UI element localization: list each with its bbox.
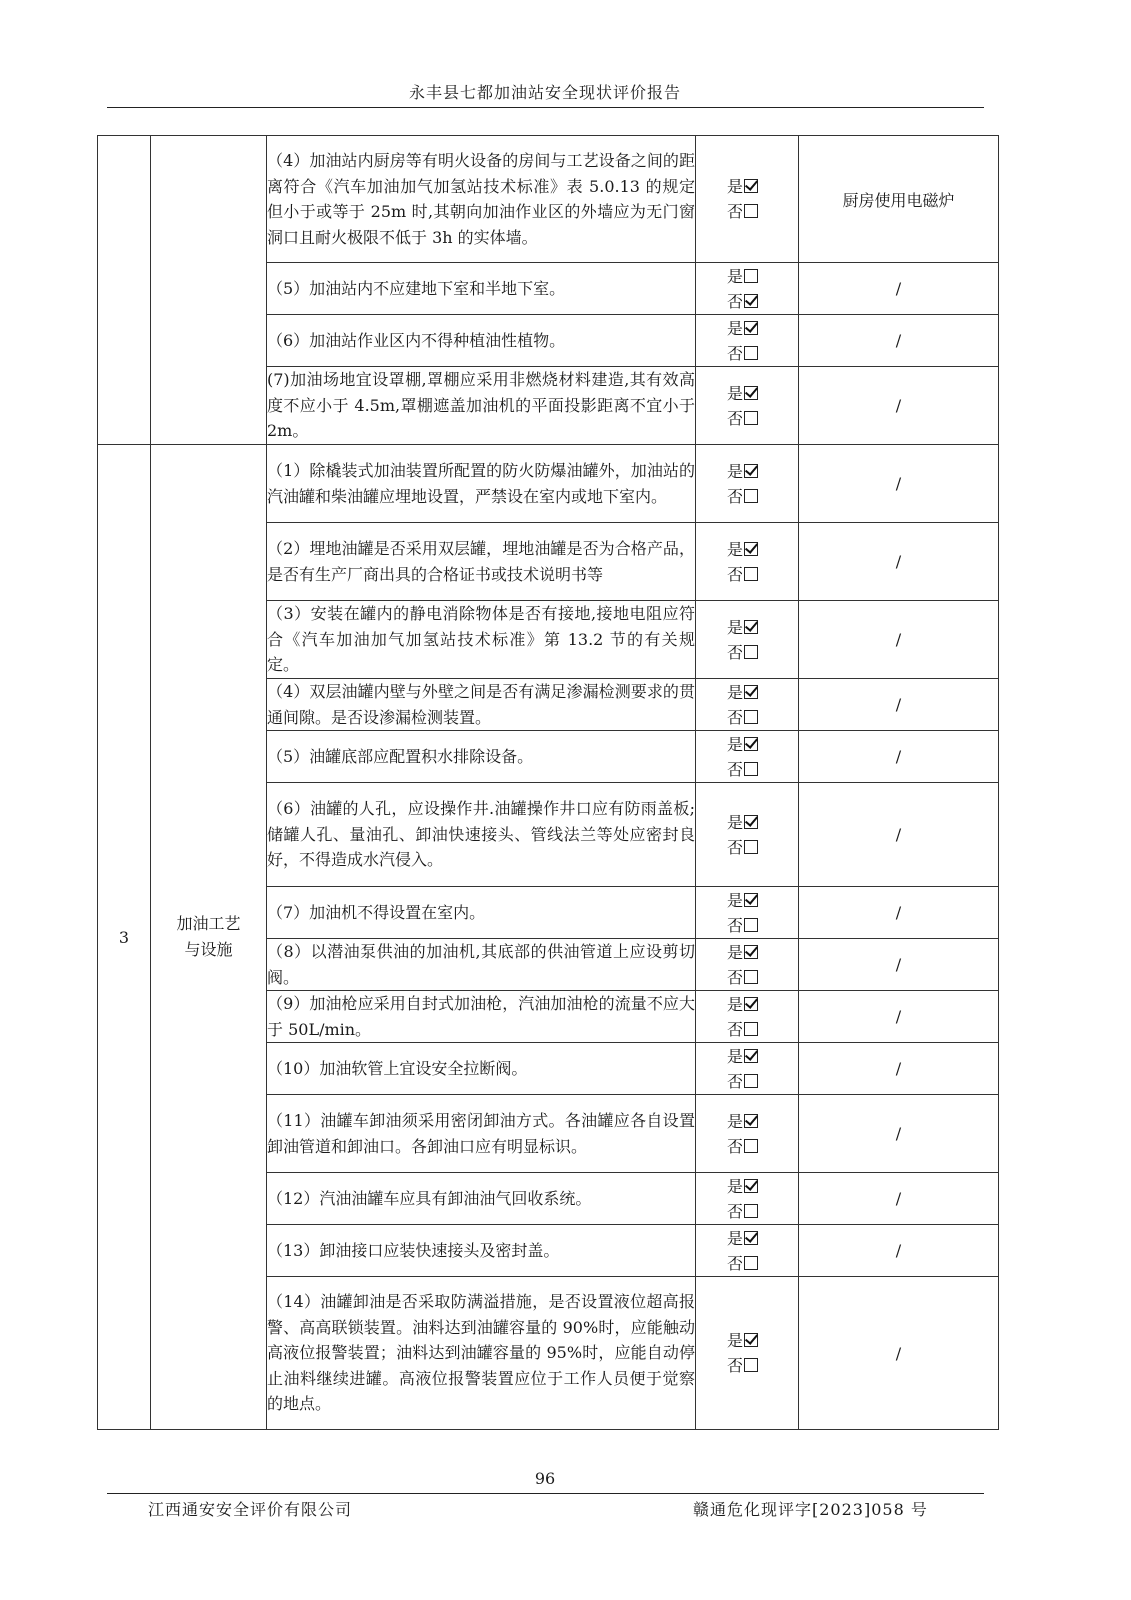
no-checkbox[interactable]	[744, 840, 758, 854]
result-cell	[696, 1095, 799, 1173]
yes-checkbox[interactable]	[744, 269, 758, 283]
no-label: 否	[727, 642, 744, 662]
yes-label: 是	[727, 318, 744, 338]
remark-cell	[799, 1225, 999, 1277]
no-checkbox[interactable]	[744, 411, 758, 425]
result-cell	[696, 1173, 799, 1225]
result-cell	[696, 367, 799, 445]
result-cell	[696, 1277, 799, 1430]
requirement-text: （4）双层油罐内壁与外壁之间是否有满足渗漏检测要求的贯通间隙。是否设渗漏检测装置。	[267, 679, 696, 731]
yes-label: 是	[727, 461, 744, 481]
no-checkbox-checked[interactable]	[744, 294, 758, 308]
result-cell	[696, 939, 799, 991]
no-label: 否	[727, 759, 744, 779]
no-label: 否	[727, 202, 744, 221]
item-number-cell	[98, 445, 151, 1430]
table-body	[98, 136, 999, 1430]
yes-checkbox-checked[interactable]	[744, 685, 758, 699]
yes-label: 是	[727, 942, 744, 962]
requirement-text: （7）加油机不得设置在室内。	[267, 887, 696, 939]
remark-text: /	[895, 474, 902, 493]
yes-label: 是	[727, 682, 744, 702]
no-label: 否	[727, 967, 744, 987]
no-checkbox[interactable]	[744, 1358, 758, 1372]
remark-text: 厨房使用电磁炉	[842, 190, 955, 210]
header-divider	[107, 107, 984, 108]
result-cell	[696, 991, 799, 1043]
no-checkbox[interactable]	[744, 1204, 758, 1218]
remark-text: /	[895, 825, 902, 844]
no-label: 否	[727, 1201, 744, 1221]
unit-name-line1: 加油工艺	[176, 914, 241, 933]
footer-divider	[107, 1493, 984, 1494]
yes-checkbox-checked[interactable]	[744, 997, 758, 1011]
checklist-table	[97, 135, 999, 1430]
remark-text: /	[895, 903, 902, 922]
remark-cell	[799, 136, 999, 263]
yes-label: 是	[727, 734, 744, 754]
requirement-text: (7)加油场地宜设罩棚,罩棚应采用非燃烧材料建造,其有效高度不应小于 4.5m,罩棚遮盖加油机的平面投影距离不宜小于 2m。	[267, 367, 696, 445]
yes-label: 是	[727, 1228, 744, 1248]
no-checkbox[interactable]	[744, 1256, 758, 1270]
unit-name-cell	[151, 136, 267, 445]
remark-cell	[799, 523, 999, 601]
remark-text: /	[895, 1241, 902, 1260]
yes-label: 是	[727, 1046, 744, 1066]
requirement-text: （5）油罐底部应配置积水排除设备。	[267, 731, 696, 783]
no-label: 否	[727, 1253, 744, 1273]
yes-checkbox-checked[interactable]	[744, 1049, 758, 1063]
remark-cell	[799, 1043, 999, 1095]
yes-checkbox-checked[interactable]	[744, 893, 758, 907]
result-cell	[696, 679, 799, 731]
requirement-text: （11）油罐车卸油须采用密闭卸油方式。各油罐应各自设置卸油管道和卸油口。各卸油口应有明显标识。	[267, 1095, 696, 1173]
remark-cell	[799, 445, 999, 523]
remark-text: /	[895, 331, 902, 350]
no-checkbox[interactable]	[744, 1074, 758, 1088]
remark-cell	[799, 263, 999, 315]
unit-name-cell	[151, 445, 267, 1430]
no-label: 否	[727, 837, 744, 857]
no-label: 否	[727, 1019, 744, 1039]
remark-text: /	[895, 747, 902, 766]
result-cell	[696, 523, 799, 601]
no-label: 否	[727, 486, 744, 506]
yes-label: 是	[727, 1331, 744, 1350]
yes-checkbox-checked[interactable]	[744, 1231, 758, 1245]
yes-checkbox-checked[interactable]	[744, 542, 758, 556]
remark-text: /	[895, 630, 902, 649]
item-number: 3	[118, 927, 130, 947]
no-checkbox[interactable]	[744, 489, 758, 503]
remark-cell	[799, 731, 999, 783]
yes-checkbox-checked[interactable]	[744, 620, 758, 634]
requirement-text: （6）加油站作业区内不得种植油性植物。	[267, 315, 696, 367]
yes-checkbox-checked[interactable]	[744, 179, 758, 193]
remark-text: /	[895, 1059, 902, 1078]
item-number-cell	[98, 136, 151, 445]
remark-text: /	[895, 1343, 902, 1363]
no-label: 否	[727, 707, 744, 727]
requirement-text: （9）加油枪应采用自封式加油枪，汽油加油枪的流量不应大于 50L/min。	[267, 991, 696, 1043]
result-cell	[696, 887, 799, 939]
result-cell	[696, 315, 799, 367]
yes-label: 是	[727, 383, 744, 403]
remark-cell	[799, 601, 999, 679]
remark-text: /	[895, 396, 902, 415]
remark-cell	[799, 367, 999, 445]
result-cell	[696, 263, 799, 315]
remark-cell	[799, 887, 999, 939]
requirement-text: （14）油罐卸油是否采取防满溢措施，是否设置液位超高报警、高高联锁装置。油料达到油罐容量的 90%时，应能触动高液位报警装置；油料达到油罐容量的 95%时，应能自动停止油料继续进罐。高液位报警装置应位于工作人员便于觉察的地点。	[267, 1277, 696, 1430]
no-checkbox[interactable]	[744, 645, 758, 659]
no-checkbox[interactable]	[744, 762, 758, 776]
requirement-text: （1）除橇装式加油装置所配置的防火防爆油罐外，加油站的汽油罐和柴油罐应埋地设置，严禁设在室内或地下室内。	[267, 445, 696, 523]
yes-checkbox-checked[interactable]	[744, 945, 758, 959]
no-checkbox[interactable]	[744, 204, 758, 218]
remark-cell	[799, 1277, 999, 1430]
remark-cell	[799, 939, 999, 991]
result-cell	[696, 783, 799, 887]
remark-cell	[799, 679, 999, 731]
no-label: 否	[727, 1136, 744, 1156]
remark-text: /	[895, 1007, 902, 1026]
result-cell	[696, 136, 799, 263]
remark-cell	[799, 783, 999, 887]
yes-checkbox-checked[interactable]	[744, 1333, 758, 1347]
no-label: 否	[727, 1356, 744, 1375]
yes-checkbox-checked[interactable]	[744, 464, 758, 478]
requirement-text: （8）以潜油泵供油的加油机,其底部的供油管道上应设剪切阀。	[267, 939, 696, 991]
no-checkbox[interactable]	[744, 1022, 758, 1036]
yes-label: 是	[727, 1176, 744, 1196]
yes-label: 是	[727, 1111, 744, 1131]
no-checkbox[interactable]	[744, 1139, 758, 1153]
no-checkbox[interactable]	[744, 567, 758, 581]
requirement-text: （10）加油软管上宜设安全拉断阀。	[267, 1043, 696, 1095]
result-cell	[696, 1225, 799, 1277]
result-cell	[696, 601, 799, 679]
yes-checkbox-checked[interactable]	[744, 386, 758, 400]
requirement-text: （12）汽油油罐车应具有卸油油气回收系统。	[267, 1173, 696, 1225]
no-checkbox[interactable]	[744, 710, 758, 724]
remark-text: /	[895, 695, 902, 714]
no-label: 否	[727, 564, 744, 584]
remark-cell	[799, 1095, 999, 1173]
footer-company: 江西通安安全评价有限公司	[148, 1500, 353, 1519]
remark-cell	[799, 991, 999, 1043]
yes-checkbox-checked[interactable]	[744, 1179, 758, 1193]
yes-label: 是	[727, 617, 744, 637]
yes-checkbox-checked[interactable]	[744, 815, 758, 829]
result-cell	[696, 445, 799, 523]
remark-text: /	[895, 955, 902, 974]
page-number: 96	[534, 1469, 556, 1488]
no-label: 否	[727, 343, 744, 363]
result-cell	[696, 1043, 799, 1095]
requirement-text: （13）卸油接口应装快速接头及密封盖。	[267, 1225, 696, 1277]
page-header-title: 永丰县七都加油站安全现状评价报告	[408, 83, 681, 102]
no-label: 否	[727, 915, 744, 935]
requirement-text: （3）安装在罐内的静电消除物体是否有接地,接地电阻应符合《汽车加油加气加氢站技术标准》第 13.2 节的有关规定。	[267, 601, 696, 679]
remark-cell	[799, 1173, 999, 1225]
remark-cell	[799, 315, 999, 367]
requirement-text: （2）埋地油罐是否采用双层罐，埋地油罐是否为合格产品，是否有生产厂商出具的合格证书或技术说明书等	[267, 523, 696, 601]
no-label: 否	[727, 408, 744, 428]
remark-text: /	[895, 1124, 902, 1143]
remark-text: /	[895, 279, 902, 298]
yes-checkbox-checked[interactable]	[744, 737, 758, 751]
no-checkbox[interactable]	[744, 918, 758, 932]
yes-label: 是	[727, 539, 744, 559]
requirement-text: （5）加油站内不应建地下室和半地下室。	[267, 263, 696, 315]
no-label: 否	[727, 1071, 744, 1091]
requirement-text: （4）加油站内厨房等有明火设备的房间与工艺设备之间的距离符合《汽车加油加气加氢站技术标准》表 5.0.13 的规定但小于或等于 25m 时,其朝向加油作业区的外墙应为无门窗洞口且耐火极限不低于 3h 的实体墙。	[267, 136, 696, 263]
footer-report-number: 赣通危化现评字[2023]058 号	[693, 1500, 928, 1519]
remark-text: /	[895, 1189, 902, 1208]
requirement-text: （6）油罐的人孔，应设操作井.油罐操作井口应有防雨盖板;储罐人孔、量油孔、卸油快速接头、管线法兰等处应密封良好，不得造成水汽侵入。	[267, 783, 696, 887]
result-cell	[696, 731, 799, 783]
yes-label: 是	[727, 994, 744, 1014]
yes-label: 是	[727, 890, 744, 910]
no-checkbox[interactable]	[744, 970, 758, 984]
yes-label: 是	[727, 177, 744, 196]
no-label: 否	[727, 291, 744, 311]
table-row	[98, 445, 999, 523]
no-checkbox[interactable]	[744, 346, 758, 360]
yes-label: 是	[727, 812, 744, 832]
yes-checkbox-checked[interactable]	[744, 1114, 758, 1128]
table-row	[98, 136, 999, 263]
yes-checkbox-checked[interactable]	[744, 321, 758, 335]
unit-name-line2: 与设施	[184, 940, 233, 959]
remark-text: /	[895, 552, 902, 571]
yes-label: 是	[727, 266, 744, 286]
